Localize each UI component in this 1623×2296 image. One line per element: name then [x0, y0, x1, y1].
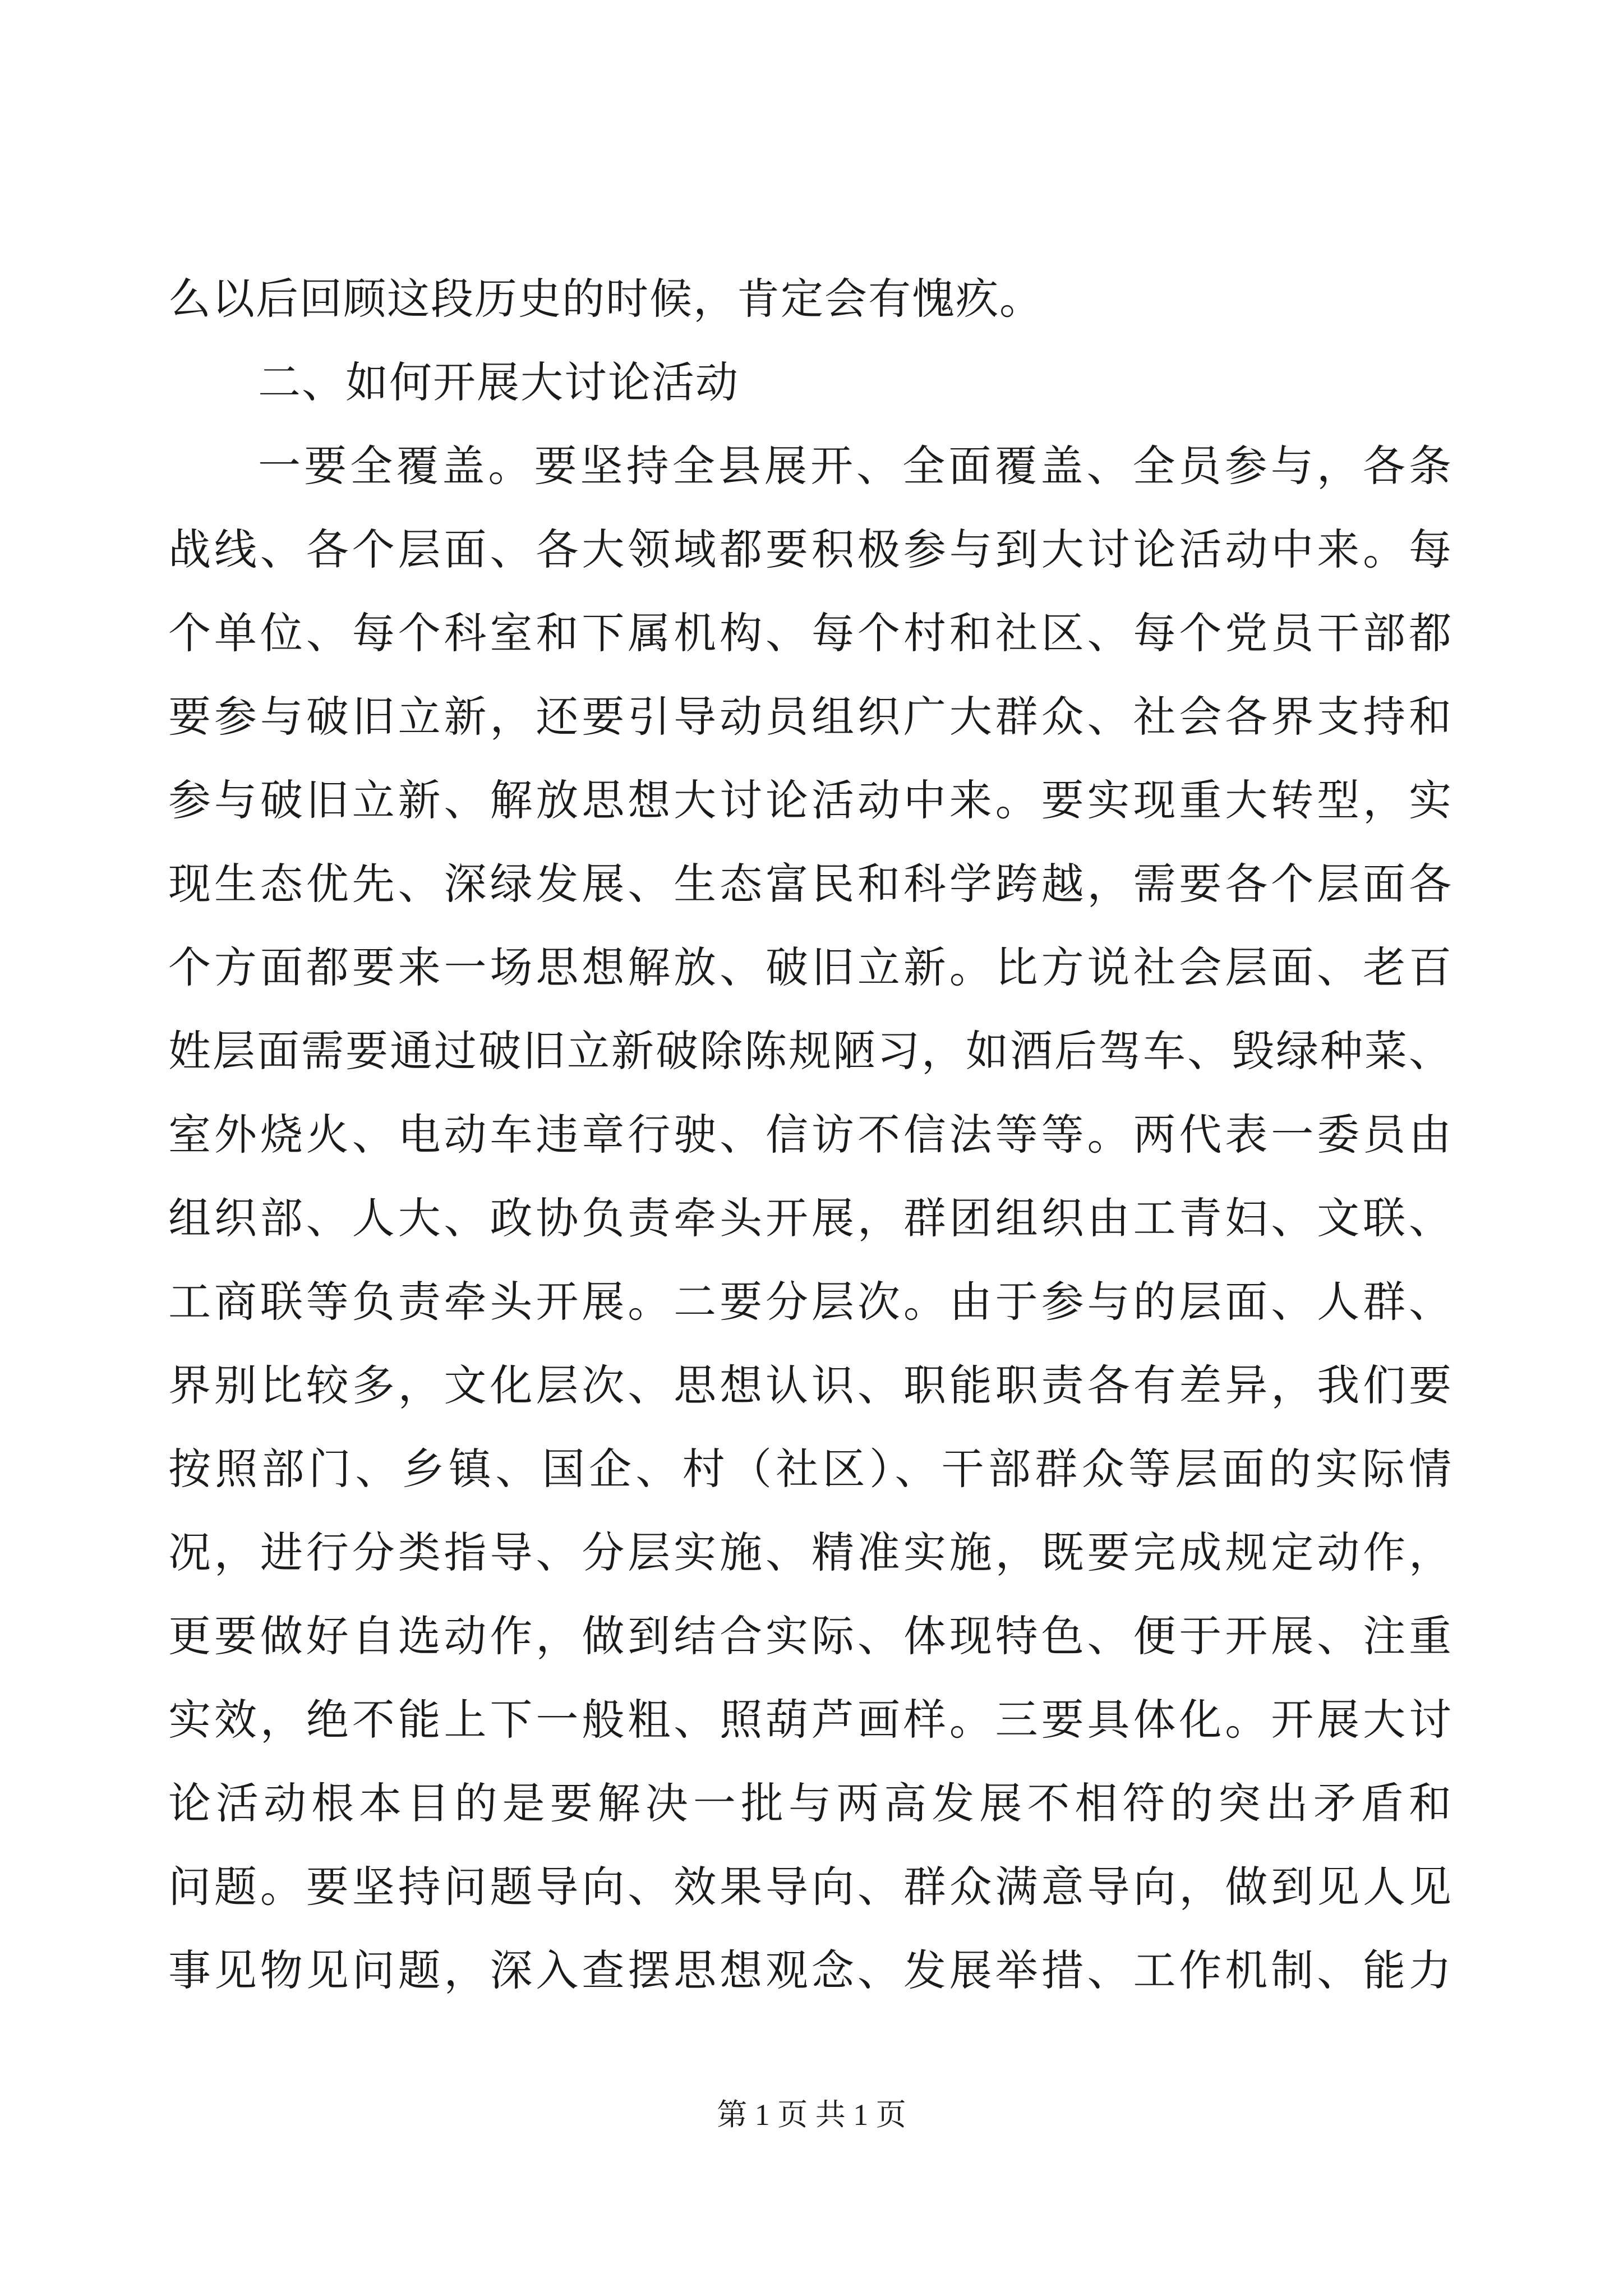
text-line-14: 界别比较多，文化层次、思想认识、职能职责各有差异，我们要 [168, 1360, 1453, 1410]
text-line-17: 更要做好自选动作，做到结合实际、体现特色、便于开展、注重 [168, 1611, 1453, 1661]
text-line-13: 工商联等负责牵头开展。二要分层次。由于参与的层面、人群、 [168, 1277, 1453, 1327]
text-line-16: 况，进行分类指导、分层实施、精准实施，既要完成规定动作， [168, 1527, 1453, 1577]
text-line-20: 问题。要坚持问题导向、效果导向、群众满意导向，做到见人见 [168, 1862, 1453, 1912]
page-number-footer: 第 1 页 共 1 页 [717, 2098, 906, 2132]
section-heading: 二、如何开展大讨论活动 [258, 357, 739, 407]
text-line-18: 实效，绝不能上下一般粗、照葫芦画样。三要具体化。开展大讨 [168, 1695, 1453, 1745]
text-line-5: 个单位、每个科室和下属机构、每个村和社区、每个党员干部都 [168, 608, 1453, 658]
body-text [168, 257, 1453, 2012]
text-line-9: 个方面都要来一场思想解放、破旧立新。比方说社会层面、老百 [168, 942, 1453, 992]
text-line-10: 姓层面需要通过破旧立新破除陈规陋习，如酒后驾车、毁绿种菜、 [168, 1026, 1453, 1076]
text-line-6: 要参与破旧立新，还要引导动员组织广大群众、社会各界支持和 [168, 692, 1453, 742]
text-line-4: 战线、各个层面、各大领域都要积极参与到大讨论活动中来。每 [168, 524, 1453, 574]
text-line-1: 么以后回顾这段历史的时候，肯定会有愧疚。 [168, 274, 1043, 324]
text-line-8: 现生态优先、深绿发展、生态富民和科学跨越，需要各个层面各 [168, 859, 1453, 909]
text-line-21: 事见物见问题，深入查摆思想观念、发展举措、工作机制、能力 [168, 1945, 1453, 1995]
text-line-7: 参与破旧立新、解放思想大讨论活动中来。要实现重大转型，实 [168, 775, 1453, 825]
text-line-19: 论活动根本目的是要解决一批与两高发展不相符的突出矛盾和 [168, 1778, 1453, 1828]
text-line-15: 按照部门、乡镇、国企、村（社区）、干部群众等层面的实际情 [168, 1444, 1453, 1494]
text-line-11: 室外烧火、电动车违章行驶、信访不信法等等。两代表一委员由 [168, 1110, 1453, 1159]
text-line-3: 一要全覆盖。要坚持全县展开、全面覆盖、全员参与，各条 [258, 441, 1453, 491]
text-line-12: 组织部、人大、政协负责牵头开展，群团组织由工青妇、文联、 [168, 1193, 1453, 1243]
